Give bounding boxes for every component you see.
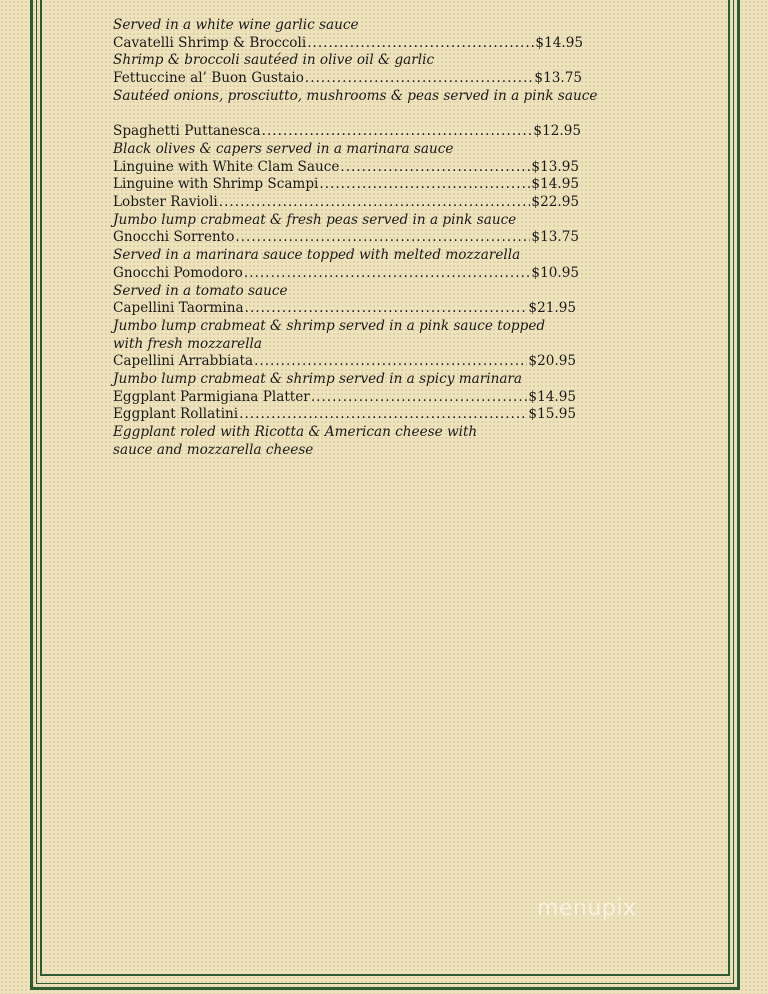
dot-leader	[319, 176, 530, 194]
dish-price: $13.95	[531, 158, 579, 175]
menu-item	[113, 123, 581, 141]
dish-description: Jumbo lump crabmeat & shrimp served in a spicy marinara	[113, 371, 523, 388]
dish-name: Spaghetti Puttanesca	[113, 123, 261, 140]
dish-price: $12.95	[533, 123, 581, 140]
dish-description: Served in a tomato sauce	[113, 282, 288, 299]
dish-price: $10.95	[531, 264, 579, 281]
dish-name: Linguine with White Clam Sauce	[113, 158, 340, 175]
menu-item	[113, 353, 576, 371]
dish-price: $21.95	[528, 300, 576, 317]
dish-price: $14.95	[528, 388, 576, 405]
dish-name: Gnocchi Sorrento	[113, 229, 235, 246]
dish-name: Fettuccine al’ Buon Gustaio	[113, 70, 304, 87]
section-gap	[113, 106, 588, 124]
dish-description: Served in a white wine garlic sauce	[113, 17, 359, 33]
dish-name: Cavatelli Shrimp & Broccoli	[113, 34, 307, 51]
watermark-logo: menupix	[537, 896, 637, 921]
menu-item	[113, 389, 576, 407]
dot-leader	[311, 389, 528, 407]
dish-description: with fresh mozzarella	[113, 335, 262, 352]
dish-description: Shrimp & broccoli sautéed in olive oil & garlic	[113, 52, 435, 69]
dot-leader	[239, 406, 527, 424]
menu-item	[113, 35, 583, 53]
dish-price: $13.75	[534, 70, 582, 87]
menu-item	[113, 159, 579, 177]
menu-item	[113, 70, 582, 88]
dot-leader	[340, 159, 530, 177]
dot-leader	[307, 35, 534, 53]
dish-description: sauce and mozzarella cheese	[113, 441, 314, 458]
dish-name: Gnocchi Pomodoro	[113, 264, 243, 281]
dish-price: $14.95	[535, 34, 583, 51]
dish-name: Eggplant Parmigiana Platter	[113, 388, 310, 405]
dot-leader	[305, 70, 534, 88]
menu-item	[113, 229, 579, 247]
dot-leader	[254, 353, 527, 371]
dish-name: Lobster Ravioli	[113, 194, 218, 211]
dish-name: Linguine with Shrimp Scampi	[113, 176, 319, 193]
dish-description: Black olives & capers served in a marinara sauce	[113, 140, 454, 157]
dish-description: Jumbo lump crabmeat & shrimp served in a pink sauce topped	[113, 317, 546, 334]
dish-description: Jumbo lump crabmeat & fresh peas served in a pink sauce	[113, 211, 517, 228]
dish-name: Capellini Taormina	[113, 300, 244, 317]
dot-leader	[235, 229, 530, 247]
dot-leader	[219, 194, 531, 212]
dish-description: Eggplant roled with Ricotta & American cheese with	[113, 424, 478, 441]
dish-price: $14.95	[531, 176, 579, 193]
dish-description: Served in a marinara sauce topped with melted mozzarella	[113, 247, 521, 264]
menu-item	[113, 265, 579, 283]
menu-item	[113, 300, 576, 318]
menu-list	[113, 17, 598, 460]
menu-item	[113, 194, 579, 212]
dish-price: $22.95	[531, 194, 579, 211]
menu-item	[113, 176, 579, 194]
dish-name: Capellini Arrabbiata	[113, 353, 254, 370]
dot-leader	[262, 123, 533, 141]
menu-item	[113, 406, 576, 424]
dish-name: Eggplant Rollatini	[113, 406, 239, 423]
dot-leader	[244, 265, 531, 283]
dot-leader	[245, 300, 528, 318]
dish-price: $20.95	[528, 353, 576, 370]
dish-price: $13.75	[531, 229, 579, 246]
dish-price: $15.95	[528, 406, 576, 423]
dish-description: Sautéed onions, prosciutto, mushrooms & peas served in a pink sauce	[113, 87, 598, 104]
